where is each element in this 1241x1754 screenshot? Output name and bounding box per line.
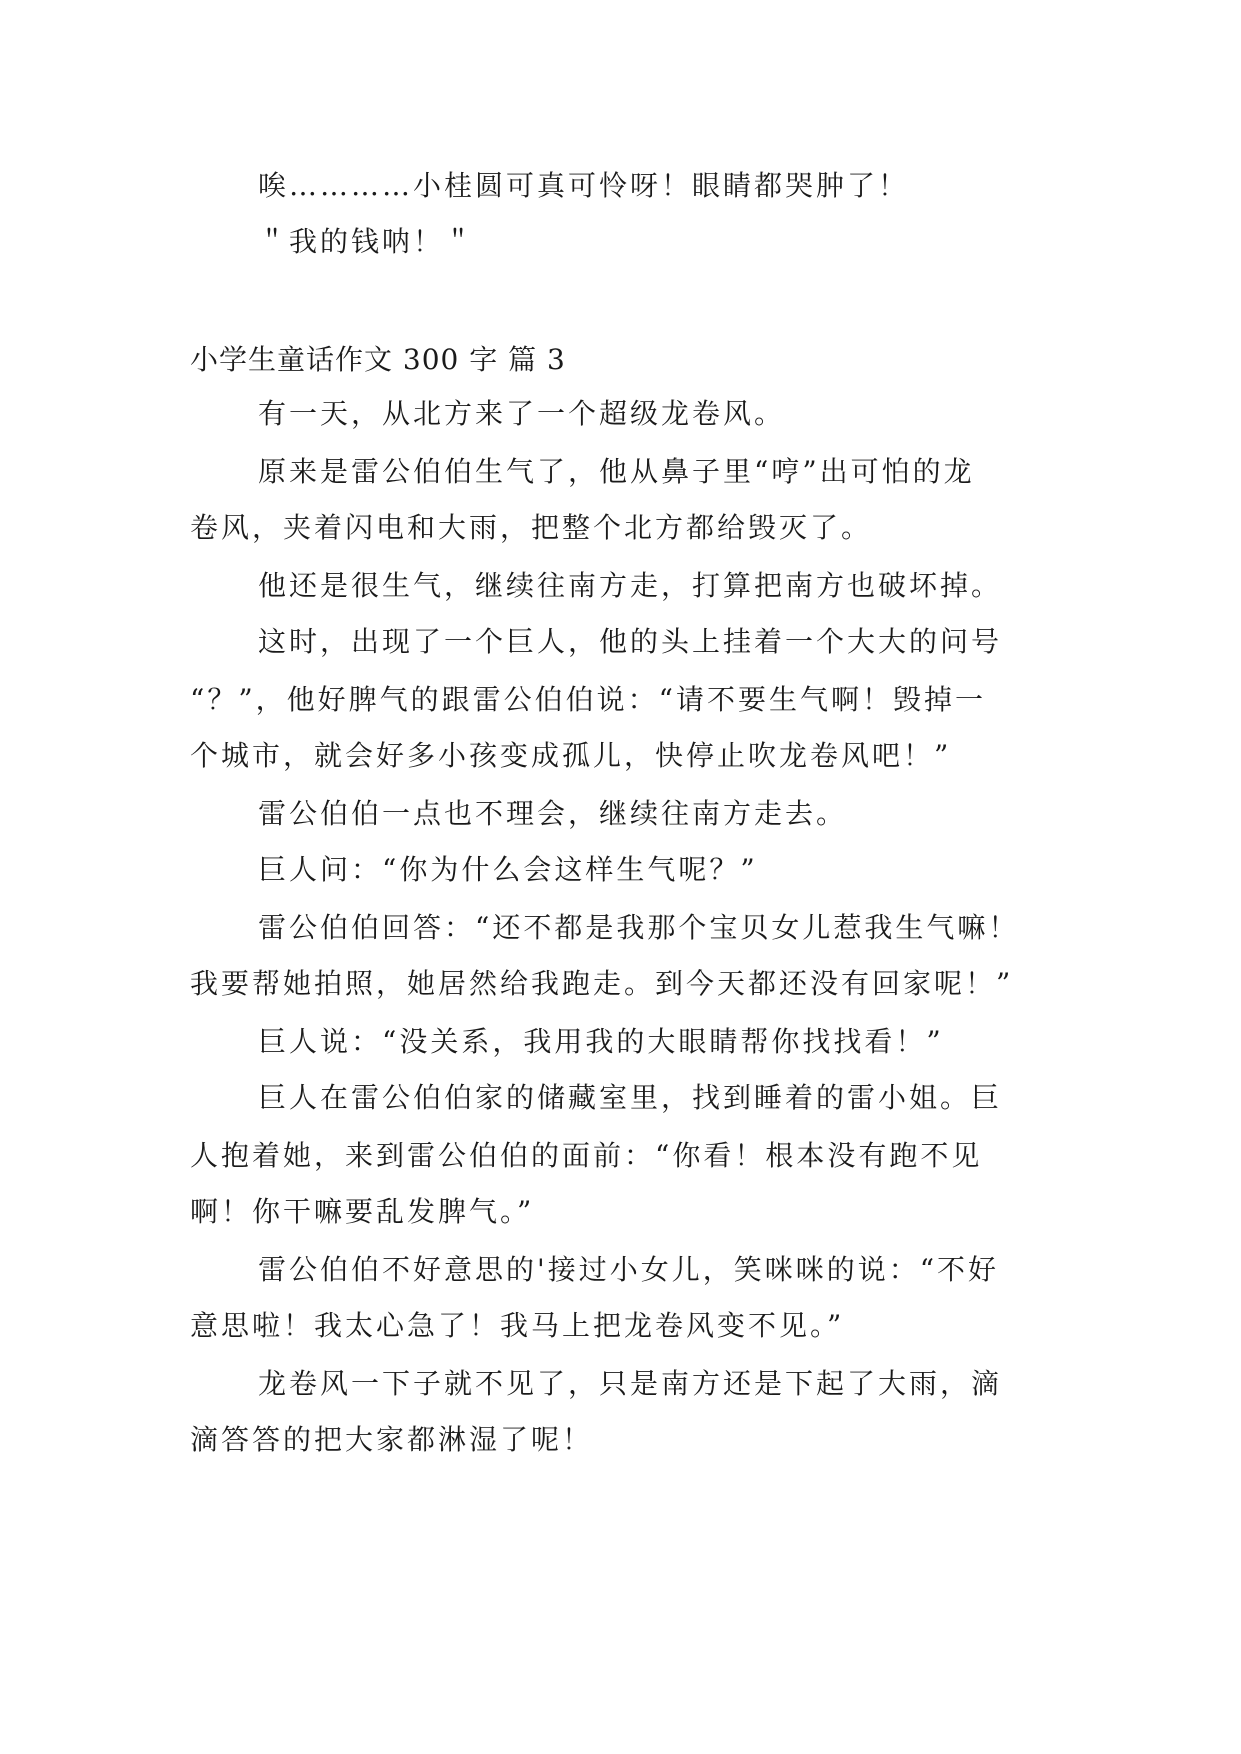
- paragraph-line: 雷公伯伯一点也不理会，继续往南方走去。: [258, 797, 848, 830]
- paragraph-line: “？”，他好脾气的跟雷公伯伯说：“请不要生气啊！毁掉一: [190, 683, 986, 716]
- paragraph-line: 雷公伯伯回答：“还不都是我那个宝贝女儿惹我生气嘛！: [258, 911, 1020, 944]
- paragraph-line: 个城市，就会好多小孩变成孤儿，快停止吹龙卷风吧！”: [190, 739, 952, 772]
- paragraph-line: 我要帮她拍照，她居然给我跑走。到今天都还没有回家呢！”: [190, 967, 1014, 1000]
- paragraph-line: 意思啦！我太心急了！我马上把龙卷风变不见。”: [190, 1309, 845, 1342]
- paragraph-line: 巨人说：“没关系，我用我的大眼睛帮你找找看！”: [258, 1025, 944, 1058]
- paragraph-line: 啊！你干嘛要乱发脾气。”: [190, 1195, 535, 1228]
- paragraph-line: 原来是雷公伯伯生气了，他从鼻子里“哼”出可怕的龙: [258, 455, 975, 488]
- paragraph-line: ＂我的钱呐！＂: [258, 225, 476, 258]
- paragraph-line: 巨人在雷公伯伯家的储藏室里，找到睡着的雷小姐。巨: [258, 1081, 1003, 1114]
- paragraph-line: 卷风，夹着闪电和大雨，把整个北方都给毁灭了。: [190, 511, 873, 544]
- section-heading: 小学生童话作文 300 字 篇 3: [190, 343, 566, 376]
- paragraph-line: 这时，出现了一个巨人，他的头上挂着一个大大的问号: [258, 625, 1003, 658]
- paragraph-line: 有一天，从北方来了一个超级龙卷风。: [258, 397, 786, 430]
- paragraph-line: 巨人问：“你为什么会这样生气呢？”: [258, 853, 758, 886]
- paragraph-line: 他还是很生气，继续往南方走，打算把南方也破坏掉。: [258, 569, 1003, 602]
- paragraph-line: 龙卷风一下子就不见了，只是南方还是下起了大雨，滴: [258, 1367, 1003, 1400]
- paragraph-line: 滴答答的把大家都淋湿了呢！: [190, 1423, 594, 1456]
- paragraph-line: 雷公伯伯不好意思的'接过小女儿，笑咪咪的说：“不好: [258, 1253, 1000, 1286]
- paragraph-line: 人抱着她，来到雷公伯伯的面前：“你看！根本没有跑不见: [190, 1139, 983, 1172]
- paragraph-line: 唉…………小桂圆可真可怜呀！眼睛都哭肿了！: [258, 169, 910, 202]
